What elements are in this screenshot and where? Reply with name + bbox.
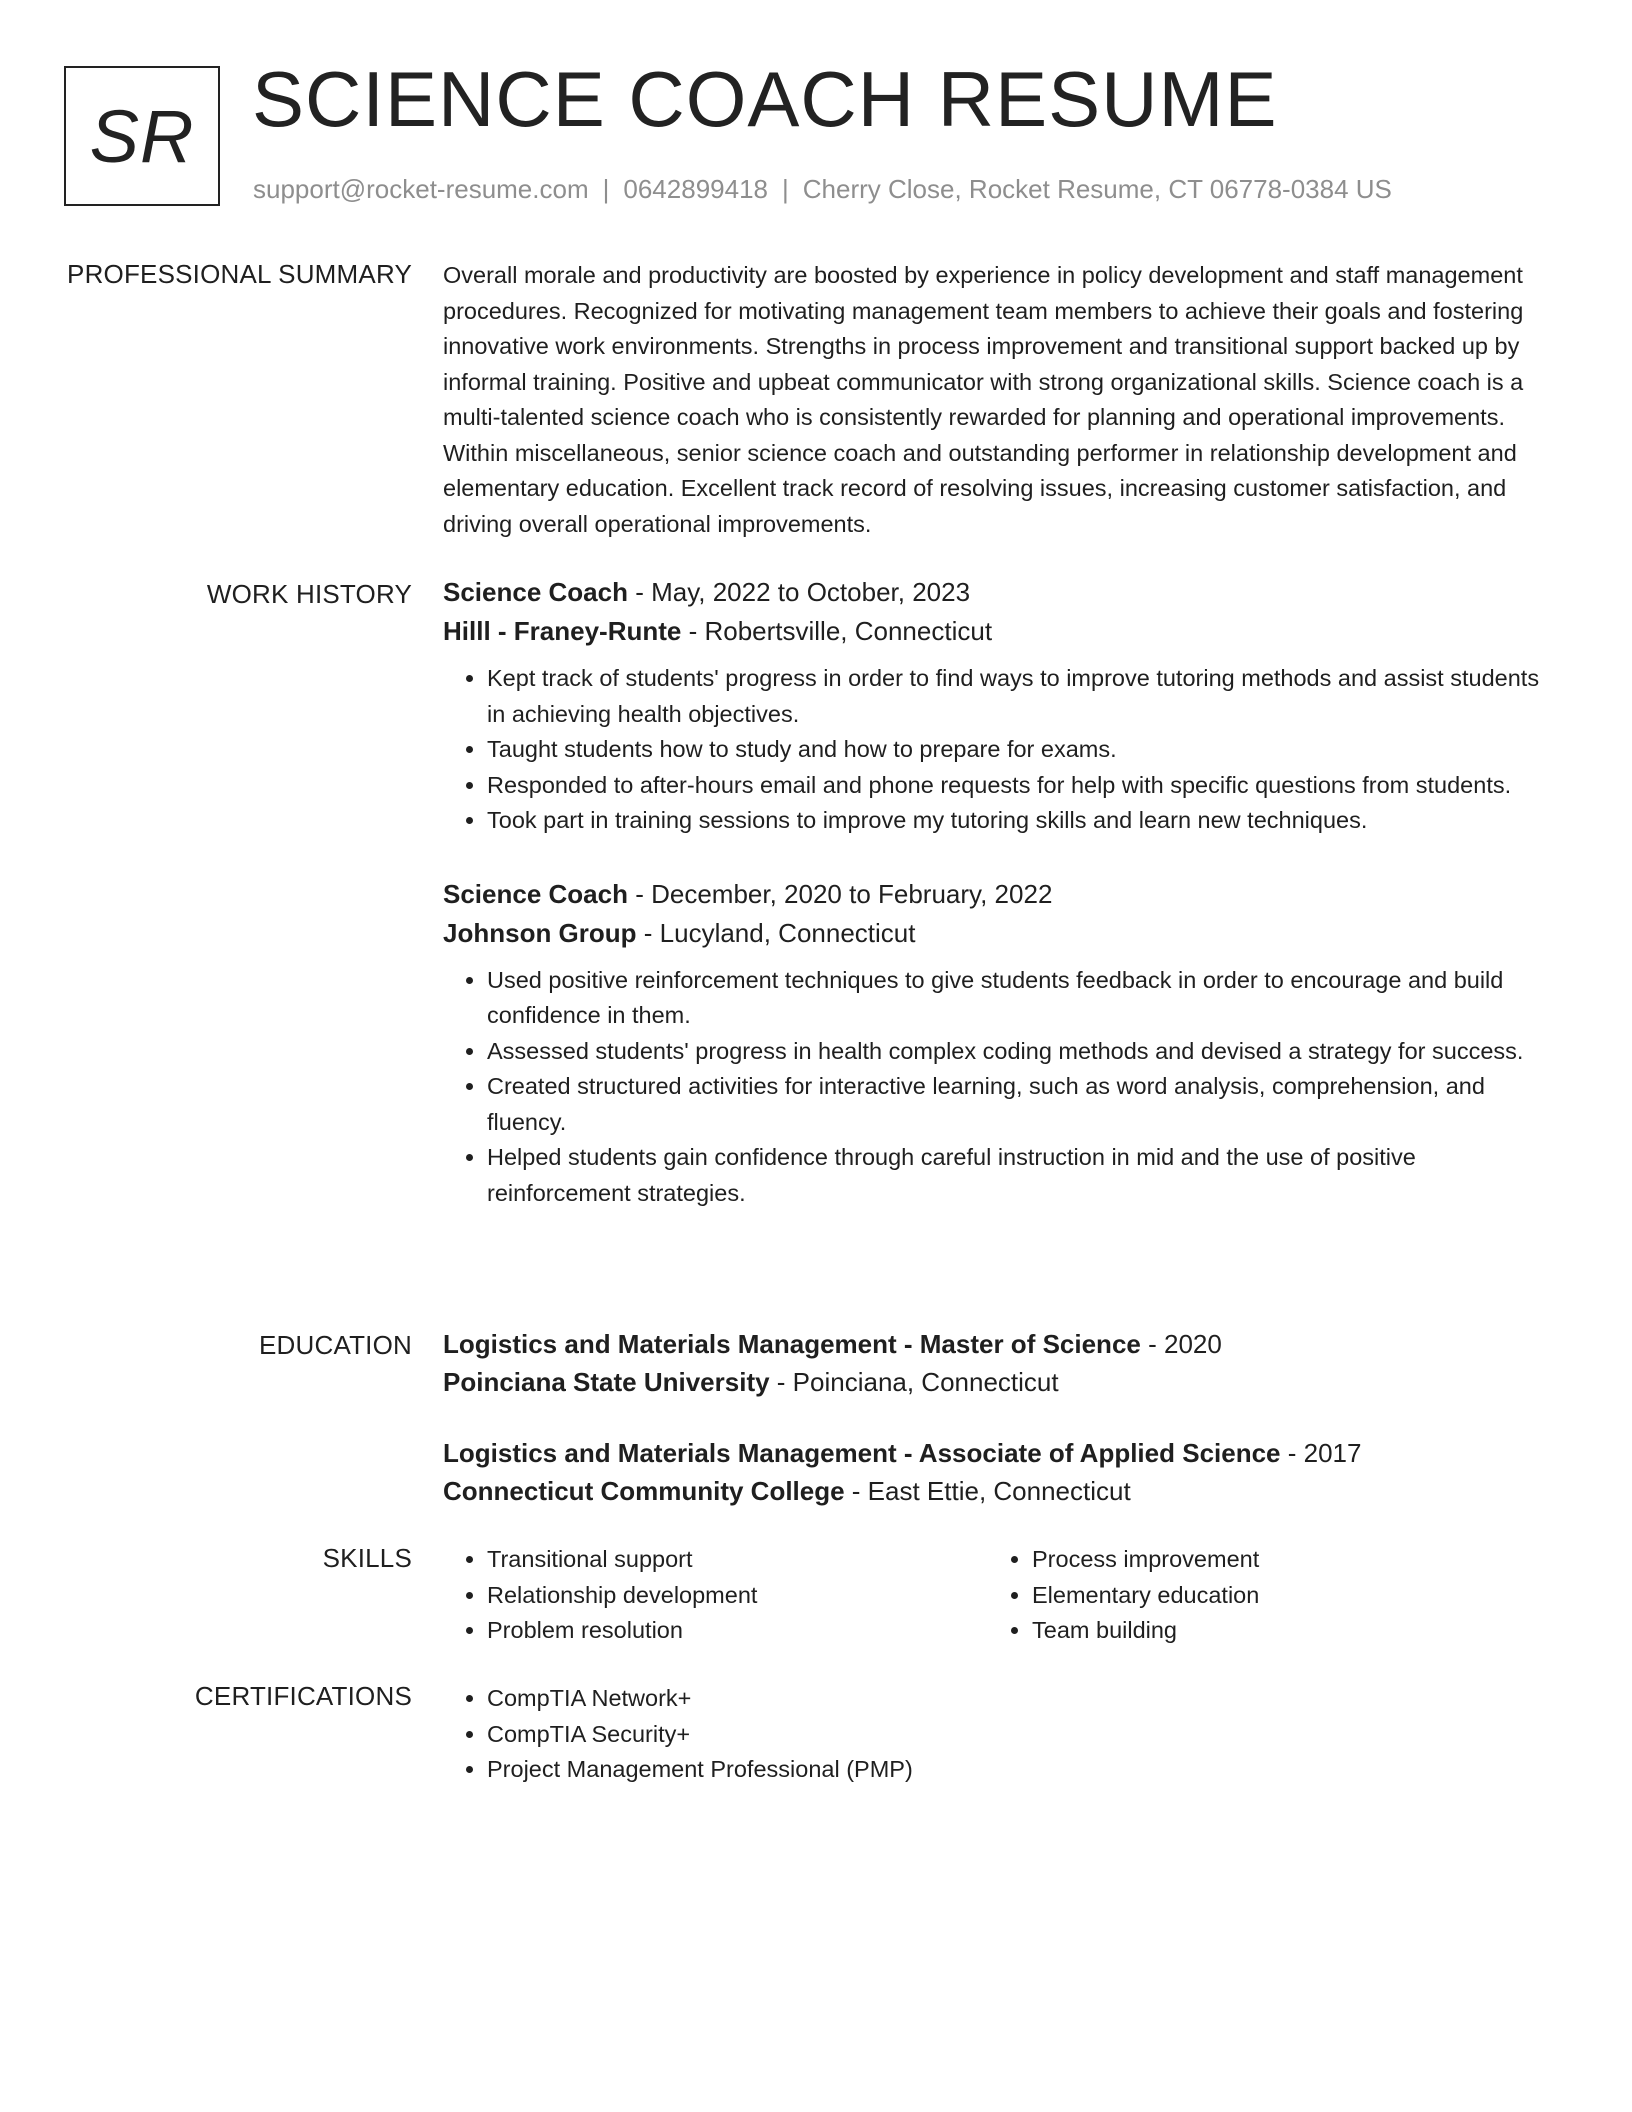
certification-item: • CompTIA Security+ bbox=[487, 1717, 988, 1753]
education-body bbox=[443, 1325, 1558, 1510]
certifications-column bbox=[443, 1681, 988, 1788]
education-degree: Logistics and Materials Management - Master of Science bbox=[443, 1329, 1141, 1359]
contact-email: support@rocket-resume.com bbox=[253, 174, 589, 204]
summary-body bbox=[443, 258, 1558, 542]
summary-text: Overall morale and productivity are boosted by experience in policy development and staff management procedures. Recognized for motivating management team members to achieve their goals and fostering innovative work environments. Strengths in process improvement and transitional support backed up by informal training. Positive and upbeat communicator with strong organizational skills. Science coach is a multi-talented science coach who is consistently rewarded for planning and operational improvements. Within miscellaneous, senior science coach and outstanding performer in relationship development and elementary education. Excellent track record of resolving issues, increasing customer satisfaction, and driving overall operational improvements. bbox=[443, 262, 1524, 537]
job-bullet: • Took part in training sessions to improve my tutoring skills and learn new techniques. bbox=[487, 803, 1558, 839]
job-bullet: • Assessed students' progress in health complex coding methods and devised a strategy for success. bbox=[487, 1034, 1558, 1070]
job-title-line bbox=[443, 875, 1558, 914]
skill-item: • Transitional support bbox=[487, 1542, 988, 1578]
contact-phone: 0642899418 bbox=[623, 174, 768, 204]
education-school-line bbox=[443, 1363, 1558, 1401]
education-entry bbox=[443, 1434, 1558, 1510]
education-degree-line bbox=[443, 1434, 1558, 1472]
monogram-logo: SR bbox=[64, 66, 220, 206]
skill-item: • Relationship development bbox=[487, 1578, 988, 1614]
job-entry bbox=[443, 573, 1558, 839]
education-school-line bbox=[443, 1472, 1558, 1510]
skills-list bbox=[988, 1542, 1533, 1649]
skills-body bbox=[443, 1542, 1558, 1649]
job-dates: - May, 2022 to October, 2023 bbox=[627, 577, 971, 607]
resume-title: SCIENCE COACH RESUME bbox=[252, 55, 1278, 143]
contact-separator: | bbox=[602, 174, 610, 204]
job-location: - Robertsville, Connecticut bbox=[681, 616, 993, 646]
job-entry bbox=[443, 875, 1558, 1212]
education-school: Connecticut Community College bbox=[443, 1476, 845, 1506]
education-year: - 2020 bbox=[1140, 1329, 1222, 1359]
job-bullets bbox=[443, 661, 1558, 839]
skills-columns bbox=[443, 1542, 1558, 1649]
job-bullet: • Taught students how to study and how to prepare for exams. bbox=[487, 732, 1558, 768]
contact-address: Cherry Close, Rocket Resume, CT 06778-0384 US bbox=[802, 174, 1392, 204]
certification-item: • Project Management Professional (PMP) bbox=[487, 1752, 988, 1788]
job-bullet: • Helped students gain confidence through careful instruction in mid and the use of positive reinforcement strategies. bbox=[487, 1140, 1558, 1211]
skill-item: • Elementary education bbox=[1032, 1578, 1533, 1614]
job-bullet: • Created structured activities for interactive learning, such as word analysis, comprehension, and fluency. bbox=[487, 1069, 1558, 1140]
education-heading: EDUCATION bbox=[259, 1330, 412, 1360]
certifications-list bbox=[443, 1681, 988, 1788]
education-degree-line bbox=[443, 1325, 1558, 1363]
job-title: Science Coach bbox=[443, 577, 628, 607]
job-company: Johnson Group bbox=[443, 917, 637, 948]
education-year: - 2017 bbox=[1280, 1438, 1362, 1468]
education-entry bbox=[443, 1325, 1558, 1401]
skills-column-right bbox=[988, 1542, 1533, 1649]
contact-line bbox=[253, 174, 1392, 205]
skills-list bbox=[443, 1542, 988, 1649]
education-degree: Logistics and Materials Management - Associate of Applied Science bbox=[443, 1438, 1281, 1468]
skills-column-left bbox=[443, 1542, 988, 1649]
certifications-heading: CERTIFICATIONS bbox=[194, 1681, 412, 1711]
contact-separator: | bbox=[782, 174, 789, 204]
skill-item: • Team building bbox=[1032, 1613, 1533, 1649]
job-bullet: • Kept track of students' progress in order to find ways to improve tutoring methods and assist students in achieving health objectives. bbox=[487, 661, 1558, 732]
job-title: Science Coach bbox=[443, 878, 628, 909]
job-bullet: • Used positive reinforcement techniques to give students feedback in order to encourage and build confidence in them. bbox=[487, 963, 1558, 1034]
job-bullets bbox=[443, 963, 1558, 1212]
skill-item: • Problem resolution bbox=[487, 1613, 988, 1649]
job-dates: - December, 2020 to February, 2022 bbox=[627, 878, 1053, 909]
education-location: - East Ettie, Connecticut bbox=[844, 1476, 1131, 1506]
work-history-heading: WORK HISTORY bbox=[206, 579, 412, 609]
job-location: - Lucyland, Connecticut bbox=[636, 917, 916, 948]
job-title-line bbox=[443, 573, 1558, 612]
skills-heading: SKILLS bbox=[322, 1543, 412, 1573]
certification-item: • CompTIA Network+ bbox=[487, 1681, 988, 1717]
education-location: - Poinciana, Connecticut bbox=[769, 1367, 1059, 1397]
job-company-line bbox=[443, 612, 1558, 651]
skill-item: • Process improvement bbox=[1032, 1542, 1533, 1578]
job-company: Hilll - Franey-Runte bbox=[443, 616, 682, 646]
work-history-body bbox=[443, 573, 1558, 1211]
job-company-line bbox=[443, 914, 1558, 953]
job-bullet: • Responded to after-hours email and phone requests for help with specific questions from students. bbox=[487, 768, 1558, 804]
certifications-body bbox=[443, 1681, 1558, 1788]
summary-heading: PROFESSIONAL SUMMARY bbox=[67, 259, 412, 289]
education-school: Poinciana State University bbox=[443, 1367, 770, 1397]
